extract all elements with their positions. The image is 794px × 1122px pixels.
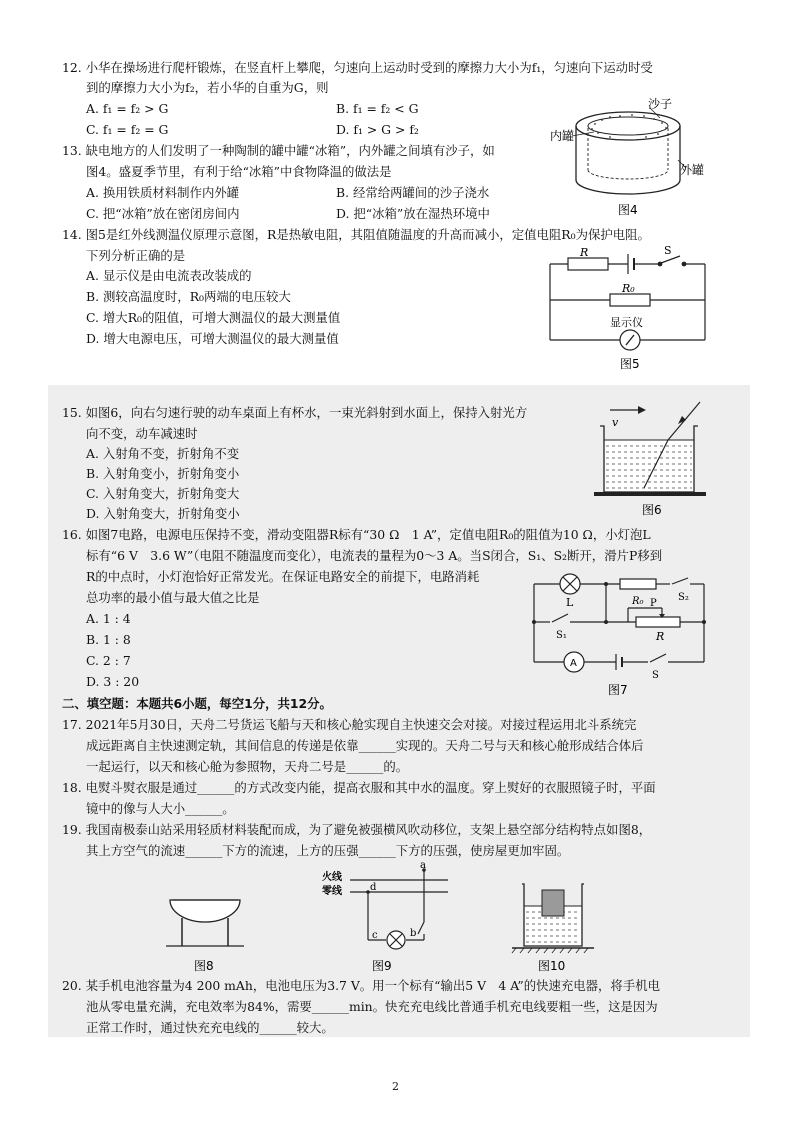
q18-line2: 镜中的像与人大小______。 bbox=[86, 801, 235, 816]
q12-line2: 到的摩擦力大小为f₂，若小华的自重为G，则 bbox=[86, 80, 329, 95]
q16-line2: 标有“6 V 3.6 W”（电阻不随温度而变化），电流表的量程为0～3 A。当S闭合，S₁、S₂断开，滑片P移到 bbox=[86, 548, 663, 563]
q13-option-d: D. 把“冰箱”放在湿热环境中 bbox=[336, 206, 490, 221]
q15-option-d: D. 入射角变大，折射角变小 bbox=[86, 506, 240, 521]
fig4-label-outer: 外罐 bbox=[680, 163, 705, 177]
fig9-label-c: c bbox=[372, 930, 378, 941]
q12-option-c: C. f₁ = f₂ = G bbox=[86, 122, 169, 137]
page-number: 2 bbox=[392, 1080, 399, 1093]
q13-line1: 13. 缺电地方的人们发明了一种陶制的罐中罐“冰箱”，内外罐之间填有沙子，如 bbox=[62, 143, 495, 158]
fig9-label-d: d bbox=[370, 882, 377, 893]
fig5-label-R: R bbox=[580, 246, 589, 259]
fig7-label-R: R bbox=[656, 630, 665, 643]
fig7-label-P: P bbox=[650, 598, 657, 609]
q16-line3: R的中点时，小灯泡恰好正常发光。在保证电路安全的前提下，电路消耗 bbox=[86, 569, 480, 584]
q13-option-a: A. 换用铁质材料制作内外罐 bbox=[86, 185, 240, 200]
fig9-label-a: a bbox=[420, 862, 426, 871]
q16-option-d: D. 3 : 20 bbox=[86, 674, 140, 689]
fig4-label-sand: 沙子 bbox=[648, 97, 673, 111]
fig9-label-b: b bbox=[410, 928, 417, 939]
figure-7-circuit bbox=[520, 570, 720, 700]
q19-line2: 其上方空气的流速______下方的流速，上方的压强______下方的压强，使房屋更加牢固。 bbox=[86, 843, 570, 858]
fig8-caption: 图8 bbox=[194, 959, 214, 973]
fig7-label-S2: S₂ bbox=[678, 592, 689, 603]
q16-line4: 总功率的最小值与最大值之比是 bbox=[86, 590, 260, 605]
figure-4-pot-in-pot bbox=[550, 96, 720, 218]
q12-option-b: B. f₁ = f₂ < G bbox=[336, 101, 419, 116]
q14-option-d: D. 增大电源电压，可增大测温仪的最大测量值 bbox=[86, 331, 339, 346]
fig6-label-v: v bbox=[612, 416, 619, 429]
fig7-caption: 图7 bbox=[608, 683, 628, 697]
q14-line1: 14. 图5是红外线测温仪原理示意图，R是热敏电阻，其阻值随温度的升高而减小，定值电阻R₀为保护电阻。 bbox=[62, 227, 650, 242]
q12-option-a: A. f₁ = f₂ > G bbox=[86, 101, 169, 116]
fig10-caption: 图10 bbox=[538, 959, 566, 973]
fig7-label-L: L bbox=[566, 596, 574, 609]
fig7-label-S: S bbox=[652, 670, 659, 681]
q19-line1: 19. 我国南极泰山站采用轻质材料装配而成，为了避免被强横风吹动移位，支架上悬空部分结构特点如图8， bbox=[62, 822, 652, 837]
fig7-label-R0: R₀ bbox=[632, 596, 644, 607]
q15-line2: 向不变，动车减速时 bbox=[86, 426, 198, 441]
q16-option-c: C. 2 : 7 bbox=[86, 653, 131, 668]
q18-line1: 18. 电熨斗熨衣服是通过______的方式改变内能，提高衣服和其中水的温度。穿上熨好的衣服照镜子时，平面 bbox=[62, 780, 656, 795]
q13-option-b: B. 经常给两罐间的沙子浇水 bbox=[336, 185, 490, 200]
fig6-caption: 图6 bbox=[642, 503, 662, 517]
q20-line3: 正常工作时，通过快充充电线的______较大。 bbox=[86, 1020, 334, 1035]
q15-option-c: C. 入射角变大，折射角变大 bbox=[86, 486, 240, 501]
fig7-label-S1: S₁ bbox=[556, 630, 567, 641]
fig5-caption: 图5 bbox=[620, 357, 640, 371]
q14-line2: 下列分析正确的是 bbox=[86, 248, 186, 263]
figure-6-cup-of-water bbox=[590, 396, 720, 522]
q15-option-b: B. 入射角变小，折射角变小 bbox=[86, 466, 240, 481]
q14-option-c: C. 增大R₀的阻值，可增大测温仪的最大测量值 bbox=[86, 310, 341, 325]
fig5-label-R0: R₀ bbox=[622, 282, 635, 295]
q17-line2: 成远距离自主快速测定轨，其间信息的传递是依靠______实现的。天舟二号与天和核心舱形成结合体后 bbox=[86, 738, 644, 753]
fig9-caption: 图9 bbox=[372, 959, 392, 973]
figure-8-station-support bbox=[160, 890, 250, 980]
fig9-label-live: 火线 bbox=[322, 872, 342, 883]
figure-9-household-circuit bbox=[320, 862, 450, 976]
q12-line1: 12. 小华在操场进行爬杆锻炼，在竖直杆上攀爬，匀速向上运动时受到的摩擦力大小为f₁，匀速向下运动时受 bbox=[62, 60, 653, 75]
q15-line1: 15. 如图6，向右匀速行驶的动车桌面上有杯水，一束光斜射到水面上，保持入射光方 bbox=[62, 405, 528, 420]
section-heading-fill-in: 二、填空题：本题共6小题，每空1分，共12分。 bbox=[62, 696, 332, 711]
q20-line1: 20. 某手机电池容量为4 200 mAh，电池电压为3.7 V。用一个标有“输出5 V 4 A”的快速充电器，将手机电 bbox=[62, 978, 660, 993]
q16-option-b: B. 1 : 8 bbox=[86, 632, 131, 647]
fig4-label-inner: 内罐 bbox=[550, 129, 575, 143]
q12-option-d: D. f₁ > G > f₂ bbox=[336, 122, 419, 137]
fig4-caption: 图4 bbox=[618, 203, 638, 217]
q16-option-a: A. 1 : 4 bbox=[86, 611, 131, 626]
q17-line1: 17. 2021年5月30日，天舟二号货运飞船与天和核心舱实现自主快速交会对接。对接过程运用北斗系统完 bbox=[62, 717, 637, 732]
q15-option-a: A. 入射角不变，折射角不变 bbox=[86, 446, 240, 461]
q14-option-a: A. 显示仪是由电流表改装成的 bbox=[86, 268, 252, 283]
figure-5-circuit bbox=[540, 244, 720, 374]
q13-option-c: C. 把“冰箱”放在密闭房间内 bbox=[86, 206, 240, 221]
q13-line2: 图4。盛夏季节里，有利于给“冰箱”中食物降温的做法是 bbox=[86, 164, 392, 179]
q16-line1: 16. 如图7电路，电源电压保持不变，滑动变阻器R标有“30 Ω 1 A”，定值电阻R₀的阻值为10 Ω，小灯泡L bbox=[62, 527, 651, 542]
q20-line2: 池从零电量充满，充电效率为84%，需要______min。快充充电线比普通手机充电线要粗一些，这是因为 bbox=[86, 999, 658, 1014]
fig5-label-display: 显示仪 bbox=[610, 316, 643, 329]
q14-option-b: B. 测较高温度时，R₀两端的电压较大 bbox=[86, 289, 291, 304]
figure-10-block-in-water bbox=[508, 878, 598, 978]
q17-line3: 一起运行，以天和核心舱为参照物，天舟二号是______的。 bbox=[86, 759, 409, 774]
fig5-label-S: S bbox=[664, 244, 672, 257]
fig9-label-neutral: 零线 bbox=[322, 886, 342, 897]
fig7-ammeter-A: A bbox=[570, 658, 577, 669]
